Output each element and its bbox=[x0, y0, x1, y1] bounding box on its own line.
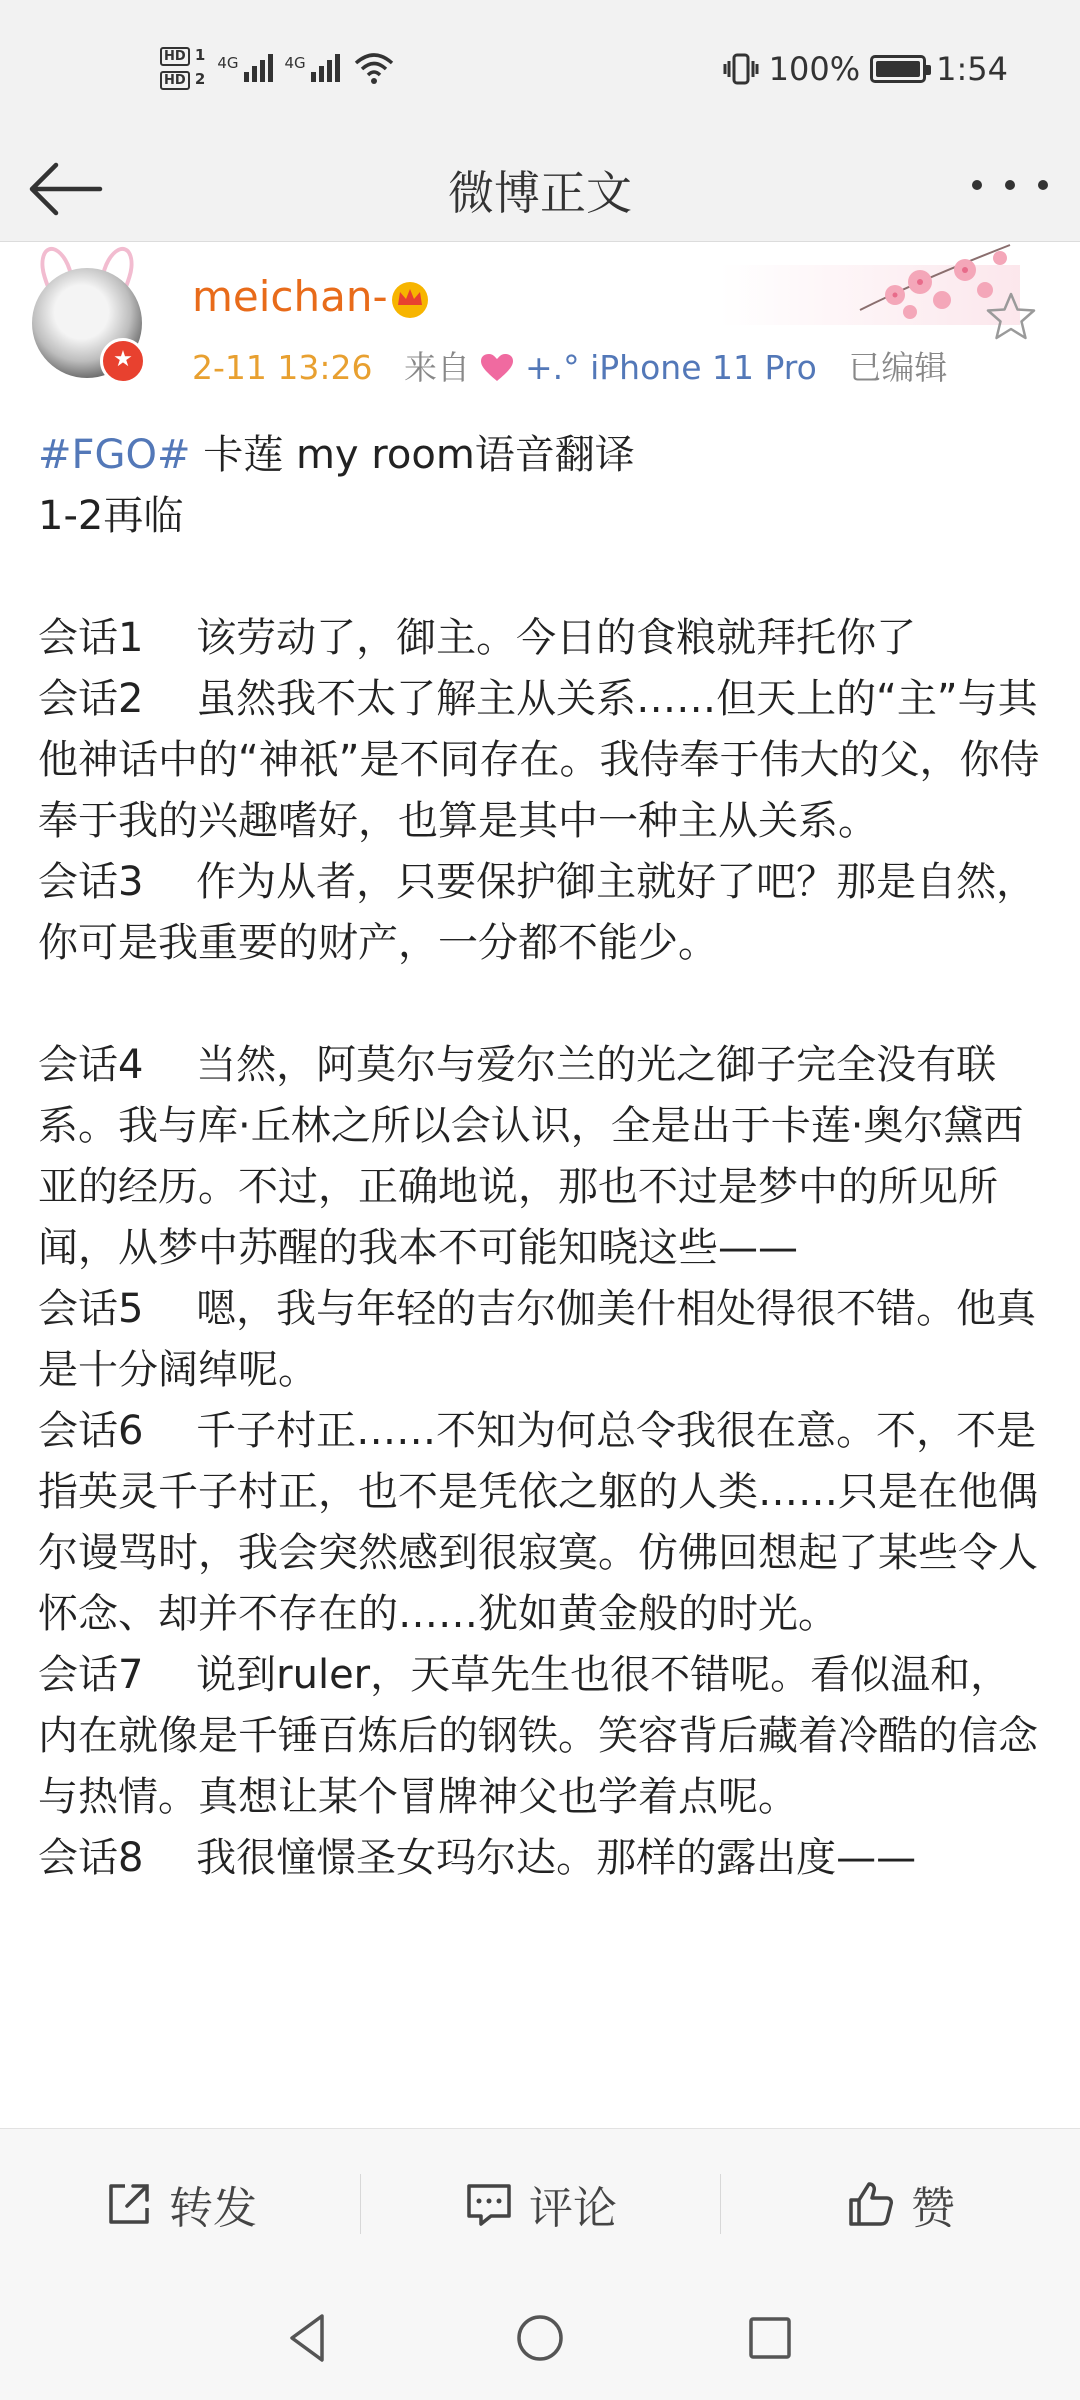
dialogue-4: 会话4 当然，阿莫尔与爱尔兰的光之御子完全没有联系。我与库·丘林之所以会认识，全是出于卡莲·奥尔黛西亚的经历。不过，正确地说，那也不过是梦中的所见所闻，从梦中苏醒的我本不可能知晓这些—— bbox=[38, 1042, 1024, 1271]
comment-icon bbox=[463, 2178, 515, 2230]
clock: 1:54 bbox=[936, 50, 1008, 88]
status-bar bbox=[0, 0, 1080, 135]
edited-label: 已编辑 bbox=[848, 348, 948, 387]
nav-home-icon[interactable] bbox=[510, 2308, 570, 2368]
dialogue-2: 会话2 虽然我不太了解主从关系……但天上的“主”与其他神话中的“神祇”是不同存在。我侍奉于伟大的父，你侍奉于我的兴趣嗜好，也算是其中一种主从关系。 bbox=[38, 676, 1040, 844]
hd-sim2: HD 2 bbox=[160, 70, 205, 90]
cherry-blossom-decoration bbox=[720, 240, 1020, 350]
vibrate-icon bbox=[723, 52, 759, 86]
dialogue-3: 会话3 作为从者，只要保护御主就好了吧？那是自然，你可是我重要的财产，一分都不能少。 bbox=[38, 859, 1037, 966]
more-icon[interactable] bbox=[972, 165, 1048, 205]
battery-percent: 100% bbox=[768, 50, 861, 88]
like-button[interactable] bbox=[720, 2129, 1080, 2279]
heart-icon bbox=[480, 353, 514, 383]
source-prefix: 来自 bbox=[403, 348, 470, 387]
app-header bbox=[0, 135, 1080, 242]
dialogue-7: 会话7 说到ruler，天草先生也很不错呢。看似温和，内在就像是千锤百炼后的钢铁。笑容背后藏着冷酷的信念与热情。真想让某个冒牌神父也学着点呢。 bbox=[38, 1652, 1038, 1820]
author-name[interactable]: meichan- bbox=[192, 272, 388, 321]
avatar[interactable] bbox=[32, 268, 142, 378]
page-title: 微博正文 bbox=[448, 166, 632, 220]
post-title-line: #FGO# 卡莲 my room语音翻译 bbox=[38, 432, 635, 478]
status-left bbox=[160, 38, 394, 98]
action-bar bbox=[0, 2128, 1080, 2279]
dialogue-1: 会话1 该劳动了，御主。今日的食粮就拜托你了 bbox=[38, 615, 917, 661]
dialogue-8: 会话8 我很憧憬圣女玛尔达。那样的露出度—— bbox=[38, 1835, 917, 1881]
signal-icon-2: 4G bbox=[285, 54, 340, 82]
comment-label: 评论 bbox=[529, 2183, 617, 2234]
hd-indicators bbox=[160, 46, 205, 90]
post-body bbox=[38, 425, 1048, 1889]
crown-icon bbox=[388, 278, 432, 318]
post-source[interactable]: +.° iPhone 11 Pro bbox=[524, 348, 817, 387]
wifi-icon bbox=[354, 51, 394, 85]
nav-recents-icon[interactable] bbox=[740, 2308, 800, 2368]
repost-button[interactable] bbox=[0, 2129, 360, 2279]
hashtag-link[interactable]: #FGO# bbox=[38, 432, 191, 478]
dialogue-5: 会话5 嗯，我与年轻的吉尔伽美什相处得很不错。他真是十分阔绰呢。 bbox=[38, 1286, 1037, 1393]
signal-icon: 4G bbox=[217, 54, 272, 82]
repost-label: 转发 bbox=[169, 2183, 257, 2234]
post-subtitle-line: 1-2再临 bbox=[38, 493, 184, 539]
like-label: 赞 bbox=[911, 2183, 955, 2234]
post-time: 2-11 13:26 bbox=[192, 348, 373, 387]
verified-badge-icon: ★ bbox=[100, 338, 146, 384]
system-nav-bar bbox=[0, 2278, 1080, 2400]
share-icon bbox=[103, 2178, 155, 2230]
hd-sim1: HD 1 bbox=[160, 46, 205, 66]
battery-icon bbox=[870, 55, 926, 83]
status-right bbox=[723, 44, 1008, 94]
thumbs-up-icon bbox=[845, 2178, 897, 2230]
nav-back-icon[interactable] bbox=[278, 2308, 338, 2368]
dialogue-6: 会话6 千子村正……不知为何总令我很在意。不，不是指英灵千子村正，也不是凭依之躯的人类……只是在他偶尔谩骂时，我会突然感到很寂寞。仿佛回想起了某些令人怀念、却并不存在的……犹如黄金般的时光。 bbox=[38, 1408, 1038, 1637]
comment-button[interactable] bbox=[360, 2129, 720, 2279]
favorite-star-icon[interactable] bbox=[984, 290, 1038, 344]
